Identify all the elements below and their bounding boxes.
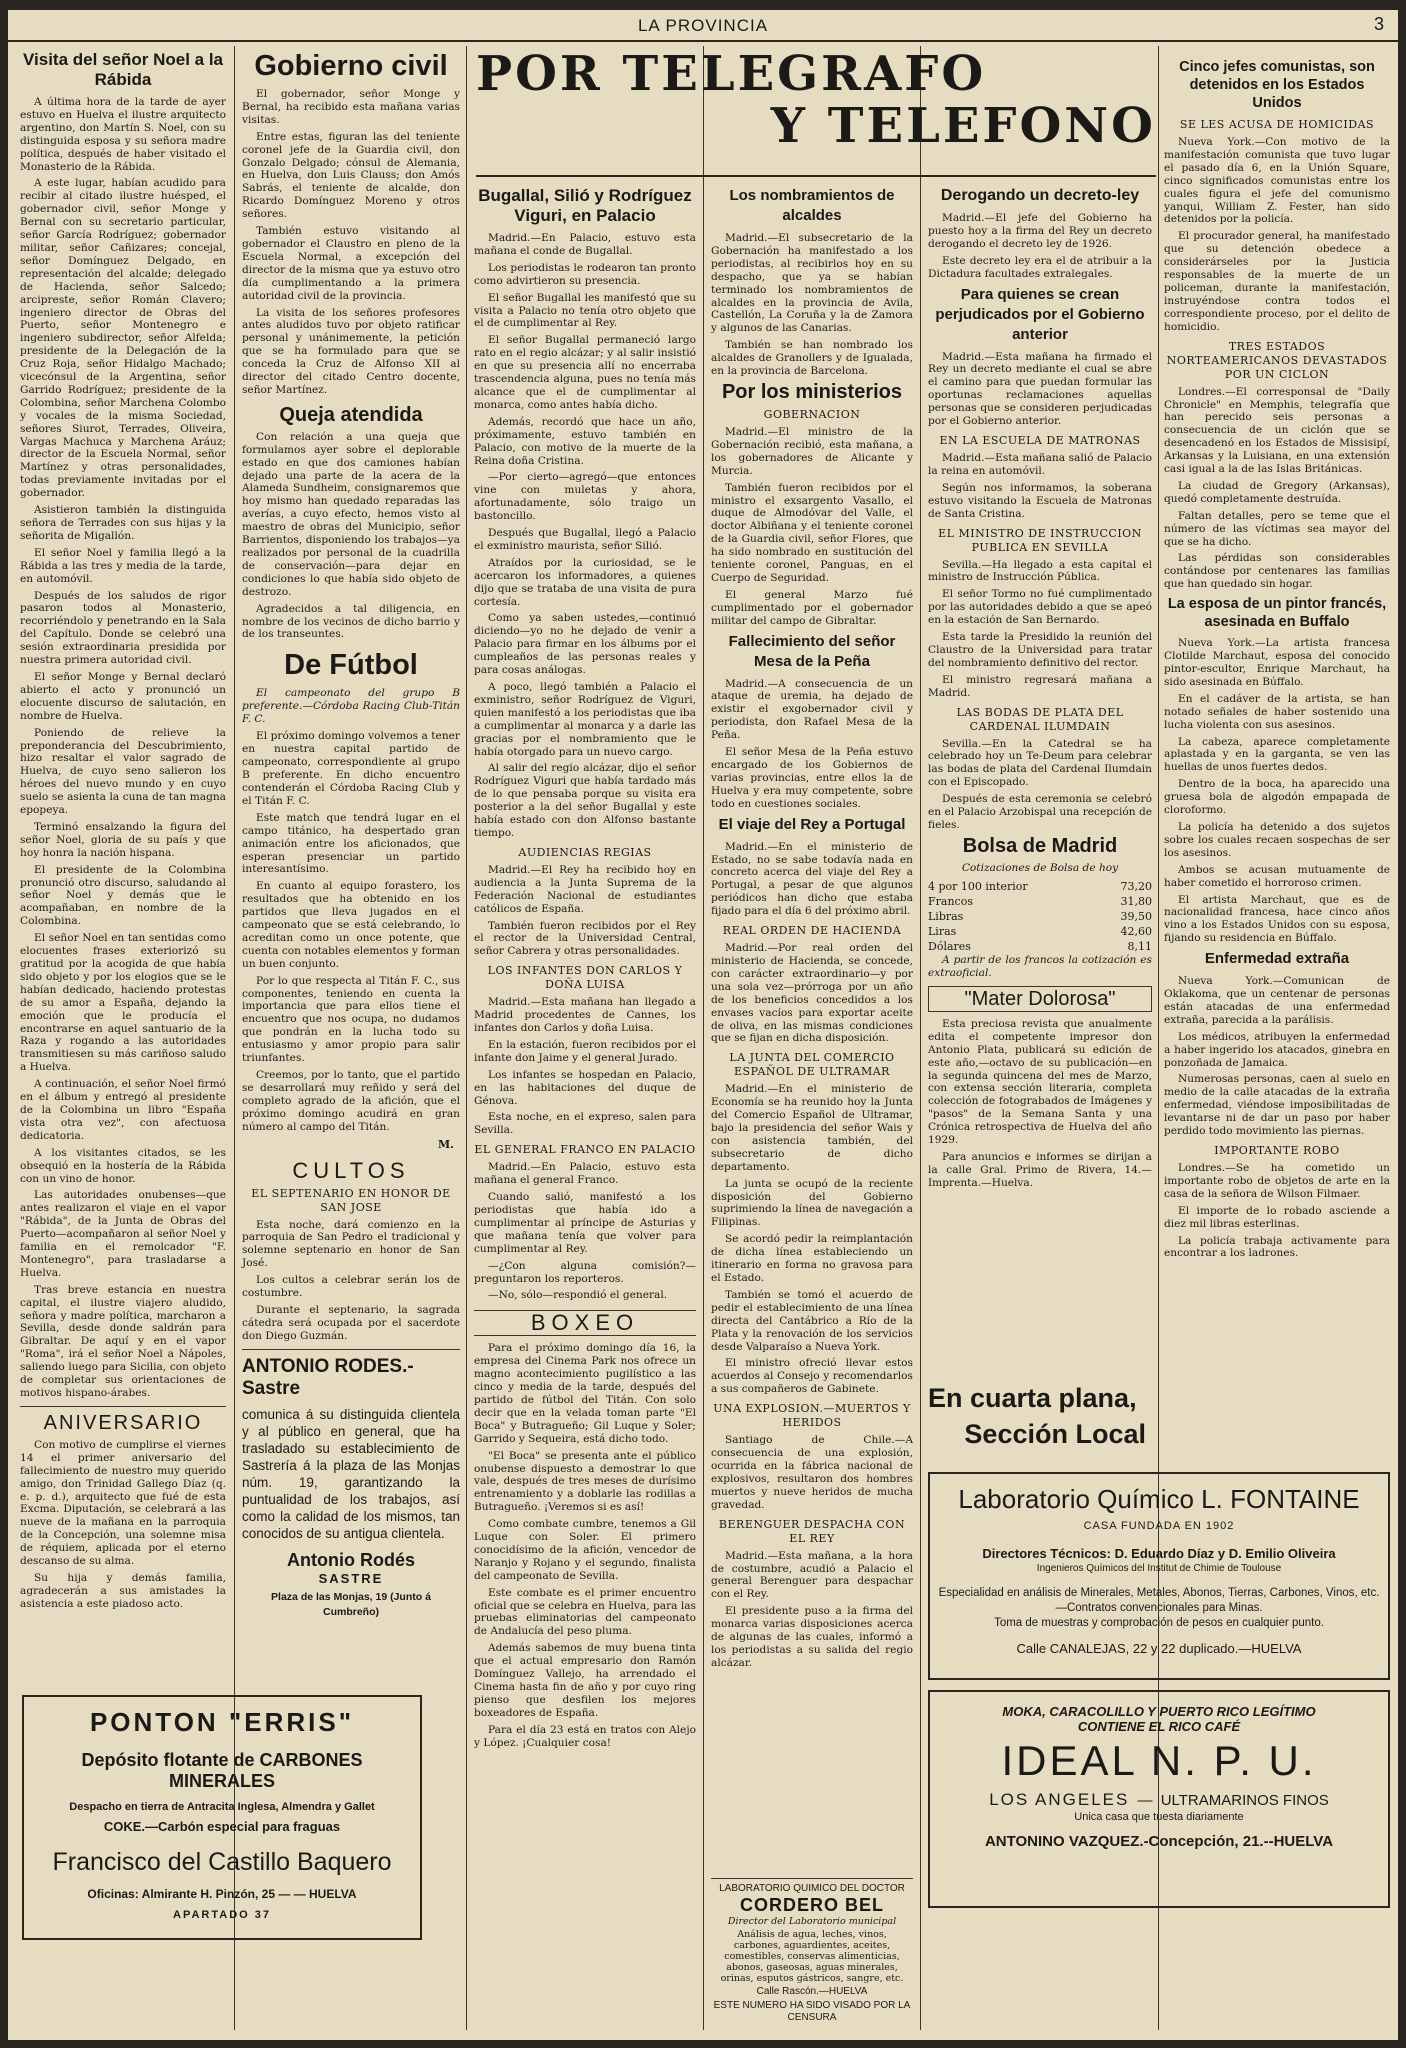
ad-fontaine-subtitle: Ingenieros Químicos del Institut de Chimie de Toulouse xyxy=(1036,1563,1282,1574)
column-6 xyxy=(1164,54,1390,1459)
ad-ideal-name: IDEAL N. P. U. xyxy=(1001,1737,1317,1784)
headline-viaje-rey: El viaje del Rey a Portugal xyxy=(718,815,906,833)
paragraph: El señor Noel en tan sentidas como elocuentes frases exteriorizó su gratitud por la acogida de que había sido objeto y por los elogios que se le habían dedicado, haciendo protestas de su amor a España, dejando la emoción que le producía el encontrarse en aquel santuario de la Raza y rogando a las autoridades transmitiesen su más cariñoso saludo a Huelva. xyxy=(20,932,226,1074)
paragraph: Los cultos a celebrar serán los de costumbre. xyxy=(242,1274,460,1300)
paragraph: También estuvo visitando al gobernador el Claustro en pleno de la Escuela Normal, a excepción del director de la misma que ya estuvo otro día cumplimentando a la primera autoridad civil de la provincia. xyxy=(242,225,460,302)
paragraph: También fueron recibidos por el Rey el rector de la Universidad Central, señor Cabrera y otras personalidades. xyxy=(474,919,696,958)
paragraph: El señor Noel y familia llegó a la Rábida a las tres y media de la tarde, en automóvil. xyxy=(20,546,226,585)
quote-value: 31,80 xyxy=(1120,894,1152,908)
table-row xyxy=(928,894,1152,909)
paragraph: El próximo domingo volvemos a tener en nuestra capital partido de campeonato, correspondiente al grupo B preferente. En dicho encuentro contenderán el Córdoba Racing Club y el Titán F. C. xyxy=(242,730,460,807)
headline-ministerios: Por los ministerios xyxy=(721,380,903,403)
headline-decreto: Derogando un decreto-ley xyxy=(940,187,1140,204)
paragraph: Nueva York.—Comunican de Oklakoma, que un centenar de personas están atacadas de una enfermedad extraña, parecida a la parálisis. xyxy=(1164,975,1390,1026)
subhead-ciclon: TRES ESTADOS NORTEAMERICANOS DEVASTADOS POR UN CICLON xyxy=(1166,339,1388,381)
subhead-berenguer: BERENGUER DESPACHA CON EL REY xyxy=(718,1517,906,1545)
ad-fontaine-address: Calle CANALEJAS, 22 y 22 duplicado.—HUELVA xyxy=(1016,1641,1302,1656)
paragraph: Madrid.—En Palacio, estuvo esta mañana el conde de Bugallal. xyxy=(474,232,696,257)
headline-aniversario: ANIVERSARIO xyxy=(43,1411,203,1434)
bolsa-table xyxy=(928,879,1152,954)
table-row xyxy=(928,939,1152,954)
paragraph: Las autoridades onubenses—que antes realizaron el viaje en el vapor "Rábida", de la Junta de Obras del Puerto—acompañaron al señor Noel y familia en el remolcador "F. Montenegro", para trasladarse a Huelva. xyxy=(20,1189,226,1279)
ad-ideal-tag: Unica casa que tuesta diariamente xyxy=(1074,1811,1244,1823)
paragraph: Dentro de la boca, ha aparecido una gruesa bola de algodón empapada de cloroformo. xyxy=(1164,778,1390,817)
quote-value: 73,20 xyxy=(1120,879,1152,893)
headline-comunistas: Cinco jefes comunistas, son detenidos en los Estados Unidos xyxy=(1179,59,1375,111)
paragraph: El señor Tormo no fué cumplimentado por las autoridades debido a que se apeó en la estación de San Bernardo. xyxy=(928,588,1152,627)
paragraph: Según nos informamos, la soberana estuvo visitando la Escuela de Matronas de Santa Cristina. xyxy=(928,481,1152,520)
paragraph: Madrid.—El subsecretario de la Gobernación ha manifestado a los periodistas, al recibirlos hoy en su despacho, que ya se habían terminado los nombramientos de alcaldes en la provincia de Avila, Castellón, La Coruña y la de Zamora y algunos de las Canarias. xyxy=(711,232,913,335)
quote-name: 4 por 100 interior xyxy=(928,879,1028,893)
paragraph: Madrid.—El Rey ha recibido hoy en audiencia a la Junta Suprema de la Federación Nacional de estudiantes católicos de España. xyxy=(474,863,696,915)
paragraph: Agradecidos a tal diligencia, en nombre de los vecinos de dicho barrio y de los transeuntes. xyxy=(242,602,460,641)
subhead-junta: LA JUNTA DEL COMERCIO ESPAÑOL DE ULTRAMAR xyxy=(729,1051,895,1079)
ad-lab-text: Análisis de agua, leches, vinos, carbones, aguardientes, aceites, comestibles, conservas alimenticias, abonos, gaseosas, aguas minerales, orinas, esputos gástricos, sangre, etc. xyxy=(720,1929,904,1984)
ad-ponton-title: PONTON "ERRIS" xyxy=(89,1707,355,1737)
ad-fontaine-directors: Directores Técnicos: D. Eduardo Díaz y D. Emilio Oliveira xyxy=(982,1546,1336,1561)
ad-fontaine-title: Laboratorio Químico L. FONTAINE xyxy=(958,1484,1360,1514)
ad-fontaine-line1: Especialidad en análisis de Minerales, Metales, Abonos, Tierras, Carbones, Vinos, etc.—Contratos convencionales para Minas. xyxy=(938,1587,1380,1614)
subhead-hacienda: REAL ORDEN DE HACIENDA xyxy=(722,924,902,938)
paragraph: Santiago de Chile.—A consecuencia de una explosión, ocurrida en la fábrica nacional de explosivos, resultaron dos hombres muertos y nueve heridos de mucha gravedad. xyxy=(711,1434,913,1511)
table-row xyxy=(928,909,1152,924)
paragraph: A última hora de la tarde de ayer estuvo en Huelva el ilustre arquitecto argentino, don Martín S. Noel, con su distinguida esposa y su señora madre política, después de haber visitado el Monasterio de la Rábida. xyxy=(20,96,226,173)
headline-pintor: La esposa de un pintor francés, asesinada en Buffalo xyxy=(1167,596,1387,631)
paragraph: Este combate es el primer encuentro oficial que se celebra en Huelva, para las pruebas eliminatorias del campeonato de Andalucía del peso pluma. xyxy=(474,1586,696,1638)
paragraph: La junta se ocupó de la reciente disposición del Gobierno suprimiendo la línea de navegación a Filipinas. xyxy=(711,1177,913,1229)
ad-rodes-title: ANTONIO RODES.-Sastre xyxy=(242,1355,414,1399)
headline-bolsa: Bolsa de Madrid xyxy=(962,834,1118,857)
banner-telegrafo xyxy=(476,46,1156,166)
paragraph: La cabeza, aparece completamente aplastada y en la garganta, se ven las huellas de unos fuertes dedos. xyxy=(1164,735,1390,774)
headline-perjudicados: Para quienes se crean perjudicados por el Gobierno anterior xyxy=(935,285,1145,343)
paragraph: En la estación, fueron recibidos por el infante don Jaime y el general Jurado. xyxy=(474,1038,696,1064)
paragraph: El presidente puso a la firma del monarca varias disposiciones acerca de algunas de las cuales, informó a los periodistas a su salida del regio alcázar. xyxy=(711,1605,913,1669)
paragraph: Madrid.—A consecuencia de un ataque de uremia, ha dejado de existir el exgobernador civil y periodista, don Rafael Mesa de la Peña. xyxy=(711,677,913,742)
page-number: 3 xyxy=(1373,14,1384,34)
quote-value: 8,11 xyxy=(1127,939,1152,953)
column-3 xyxy=(474,182,696,2032)
ad-ideal-shop: LOS ANGELES xyxy=(989,1790,1130,1809)
paragraph: Sevilla.—Ha llegado a esta capital el ministro de Instrucción Pública. xyxy=(928,558,1152,584)
banner-line1: POR TELEGRAFO xyxy=(476,46,987,102)
ad-rodes-sastre: SASTRE xyxy=(318,1570,384,1586)
paragraph: Para el día 23 está en tratos con Alejo y López. ¡Cualquier cosa! xyxy=(474,1723,696,1749)
cuarta-plana xyxy=(928,1380,1152,1470)
paragraph: Tras breve estancia en nuestra capital, el ilustre viajero aludido, señora y madre política, marcharon a Sevilla, desde donde saldrán para Gibraltar. De aquí y en el vapor "Roma", irá el señor Noel a Nápoles, saliendo luego para Sicilia, con objeto de completar sus orientaciones de motivos hispano-árabes. xyxy=(20,1283,226,1399)
paragraph: Creemos, por lo tanto, que el partido se desarrollará muy reñido y será del completo agrado de la afición, que el próximo domingo acudirá en gran número al campo del Titán. xyxy=(242,1069,460,1133)
paragraph: Cuando salió, manifestó a los periodistas que había ido a cumplimentar al príncipe de Asturias y que mañana tenía que volver para cumplimentar al Rey. xyxy=(474,1191,696,1255)
subhead-instruccion: EL MINISTRO DE INSTRUCCION PUBLICA EN SEVILLA xyxy=(938,526,1142,554)
ad-rodes-address: Plaza de las Monjas, 19 (Junto á Cumbreño) xyxy=(271,1590,431,1618)
subhead-gobernacion: GOBERNACION xyxy=(763,407,861,421)
table-row xyxy=(928,924,1152,939)
newspaper-page xyxy=(8,10,1398,2040)
paragraph: Londres.—Se ha cometido un importante robo de objetos de arte en la casa de la señora de Wilson Filmaer. xyxy=(1164,1162,1390,1200)
headline-bugallal: Bugallal, Silió y Rodríguez Viguri, en Palacio xyxy=(478,186,692,225)
paragraph: A continuación, el señor Noel firmó en el álbum y entregó al presidente de la Colombina un libro "España vista otra vez", con afectuosa dedicatoria. xyxy=(20,1078,226,1142)
cuarta-line2: Sección Local xyxy=(964,1419,1146,1449)
column-4 xyxy=(711,182,913,1872)
paragraph: Nueva York.—La artista francesa Clotilde Marchaut, esposa del conocido pintor-escultor, Enrique Marchaut, ha sido asesinada en Búffalo. xyxy=(1164,637,1390,688)
paragraph: El procurador general, ha manifestado que su detención obedece a considerárseles por la Justicia responsables de la muerte de un policeman, durante la manifestación, instruyéndose contra todos el correspondiente proceso, por el delito de homicidio. xyxy=(1164,230,1390,333)
paragraph: Por lo que respecta al Titán F. C., sus componentes, teniendo en cuenta la importancia que para ellos tiene el encuentro que nos ocupa, no dudamos que pondrán en la lucha todo su entusiasmo y amor propio para salir triunfantes. xyxy=(242,974,460,1065)
paragraph: A los visitantes citados, se les obsequió en la hostería de la Rábida con un vino de honor. xyxy=(20,1146,226,1185)
cuarta-line1: En cuarta plana, xyxy=(928,1383,1137,1413)
paragraph: Para el próximo domingo día 16, la empresa del Cinema Park nos ofrece un magno acontecimiento pugilístico a las cinco y media de la tarde, después del partido de fútbol del Titán. Con solo decir que en la velada toman parte "El Boca" y Butragueño; Gil Luque y Soler; Garrido y Sequeira, está dicho todo. xyxy=(474,1342,696,1445)
paragraph: Terminó ensalzando la figura del señor Noel, gloria de su país y que hoy honra la nación hispana. xyxy=(20,820,226,859)
banner-line2: Y TELEFONO xyxy=(770,98,1156,154)
paragraph: Después de esta ceremonia se celebró en el Palacio Arzobispal una recepción de fieles. xyxy=(928,793,1152,831)
quote-name: Dólares xyxy=(928,939,971,953)
column-5 xyxy=(928,182,1152,1372)
paragraph: A este lugar, habían acudido para recibir al citado ilustre huésped, el gobernador civil, señor Monge y Bernal con su secretario particular, señor García Rodríguez; gobernador militar, señor Cañizares; concejal, señor Domínguez Delgado, en representación del alcalde; delegado de Hacienda, señor Salcedo; arcipreste, señor Román Clavero; ingeniero director de Obras del Puerto, señor Montenegro e ingeniero subdirector, señor Alfelda; presidente de la Delegación de la Cruz Roja, señor Hidalgo Machado; vicecónsul de la Argentina, señor Garrido Rodríguez; presidente de la Colombina, señor Marchena Colombo y vocales de la misma Sociedad, señores Siurot, Terrades, Oliveira, Vargas Machuca y Marchena Aráuz; director de la Escuela Normal, señor Martínez y otras personalidades, todas previamente invitadas por el gobernador. xyxy=(20,177,226,500)
paragraph: Esta tarde la Presidido la reunión del Claustro de la Universidad para tratar del nombramiento definitivo del rector. xyxy=(928,631,1152,669)
paragraph: Durante el septenario, la sagrada cátedra será ocupada por el sacerdote don Diego Guzmán. xyxy=(242,1303,460,1342)
masthead xyxy=(8,10,1398,42)
paragraph: La visita de los señores profesores antes aludidos tuvo por objeto ratificar personal y unánimemente, la petición que se ha formulado para que se conceda la Cruz de Alfonso XII al director del citado Centro docente, señor Martínez. xyxy=(242,306,460,396)
paragraph: Madrid.—En el ministerio de Estado, no se sabe todavía nada en concreto acerca del viaje del Rey a Portugal, a pesar de que algunos periódicos han dicho que estaba fijado para el día 6 del próximo abril. xyxy=(711,840,913,918)
paragraph: Madrid.—Esta mañana salió de Palacio la reina en automóvil. xyxy=(928,451,1152,477)
paragraph: El general Marzo fué cumplimentado por el gobernador militar del campo de Gibraltar. xyxy=(711,588,913,627)
paragraph: Madrid.—Por real orden del ministerio de Hacienda, se concede, con carácter extraordinario—y por una sola vez—prórroga por un año de los beneficios concedidos a los envases vacíos para exportar aceite de oliva, en las mismas condiciones que se fijan en dicha disposición. xyxy=(711,942,913,1045)
paragraph: —Por cierto—agregó—que entonces vine con muletas y ahora, afortunadamente, sólo traigo un bastoncillo. xyxy=(474,471,696,523)
headline-futbol: De Fútbol xyxy=(284,649,418,682)
subhead-homicidas: SE LES ACUSA DE HOMICIDAS xyxy=(1179,118,1375,131)
bolsa-note: A partir de los francos la cotización es extraoficial. xyxy=(928,953,1152,979)
ad-lab-name: CORDERO BEL xyxy=(739,1895,884,1915)
paragraph: Nueva York.—Con motivo de la manifestación comunista que tuvo lugar el pasado día 6, en la Unión Square, cinco significados comunistas entre los cuales figura el jefe del comunismo yanqui, William Z. Fester, han sido detenidos por la policía. xyxy=(1164,136,1390,226)
quote-name: Liras xyxy=(928,924,957,938)
paragraph: Esta noche, dará comienzo en la parroquia de San Pedro el tradicional y solemne septenario en honor de San José. xyxy=(242,1218,460,1270)
paragraph: El señor Bugallal les manifestó que su visita a Palacio no tenía otro objeto que el de cumplimentar al Rey. xyxy=(474,291,696,330)
headline-queja: Queja atendida xyxy=(279,403,423,426)
paragraph: —No, sólo—respondió el general. xyxy=(488,1289,668,1302)
paragraph: Ambos se acusan mutuamente de haber cometido el horroroso crimen. xyxy=(1164,863,1390,889)
ad-ideal-line2: CONTIENE EL RICO CAFÉ xyxy=(1077,1719,1241,1734)
paragraph: Además, recordó que hace un año, próximamente, estuvo también en Palacio, con motivo de la muerte de la Reina doña Cristina. xyxy=(474,415,696,467)
ad-rodes-text: comunica á su distinguida clientela y al público en general, que ha trasladado su establecimiento de Sastrería á la plaza de las Monjas núm. 19, garantizando la puntualidad de los trabajos, así como la calidad de los mismos, tan conocidos de su antigua clientela. xyxy=(242,1406,460,1541)
paragraph: Se acordó pedir la reimplantación de dicha línea estableciendo un itinerario en forma no gravosa para el Estado. xyxy=(711,1233,913,1284)
paragraph: El gobernador, señor Monge y Bernal, ha recibido esta mañana varias visitas. xyxy=(242,88,460,126)
paragraph: Como combate cumbre, tenemos a Gil Luque con Soler. El primero conocidísimo de la afición, vencedor de Naranjo y Rojano y el segundo, finalista del campeonato de Sevilla. xyxy=(474,1518,696,1582)
censura-notice: ESTE NUMERO HA SIDO VISADO POR LA CENSURA xyxy=(713,2000,911,2023)
subhead-matronas: EN LA ESCUELA DE MATRONAS xyxy=(939,433,1141,447)
quote-name: Francos xyxy=(928,894,973,908)
paragraph: Como ya saben ustedes,—continuó diciendo—yo no he dejado de venir a Palacio para firmar en los álbums por el cumpleaños de las personas reales y para cosas análogas. xyxy=(474,612,696,677)
headline-cultos: CULTOS xyxy=(292,1157,410,1183)
ad-lab-address: Calle Rascón.—HUELVA xyxy=(756,1986,868,1997)
paragraph: Madrid.—En Palacio, estuvo esta mañana el general Franco. xyxy=(474,1161,696,1187)
paragraph: El presidente de la Colombina pronunció otro discurso, saludando al señor Noel y demás que le acompañaban, en nombre de la Colombina. xyxy=(20,863,226,928)
paragraph: Para anuncios e informes se dirijan a la calle Gral. Primo de Rivera, 14.—Imprenta.—Huelva. xyxy=(928,1150,1152,1189)
paragraph: Los infantes se hospedan en Palacio, en las habitaciones del duque de Génova. xyxy=(474,1068,696,1107)
headline-nombramientos: Los nombramientos de alcaldes xyxy=(729,187,895,224)
headline-mater-dolorosa: "Mater Dolorosa" xyxy=(928,986,1152,1012)
paragraph: El importe de lo robado asciende a diez mil libras esterlinas. xyxy=(1164,1204,1390,1230)
paragraph: Al salir del regio alcázar, dijo el señor Rodríguez Viguri que había tardado más de lo que pensaba porque su visita era posterior a la del señor Bugallal y este había estado con don Alfonso bastante tiempo. xyxy=(474,762,696,839)
paragraph: Su hija y demás familia, agradecerán a sus amistades la asistencia a este piadoso acto. xyxy=(20,1571,226,1610)
ad-ponton-erris xyxy=(22,1695,422,1940)
paragraph: Los periodistas le rodearon tan pronto como advirtieron su presencia. xyxy=(474,261,696,287)
paragraph: También fueron recibidos por el ministro el exsargento Vasallo, el duque de Almodóvar del Valle, el doctor Albiñana y el teniente coronel de la Guardia civil, señor Flores, que ha sido nombrado en sustitución del teniente coronel, Panguas, en el Cuerpo de Seguridad. xyxy=(711,481,913,584)
table-row xyxy=(928,879,1152,894)
ad-ponton-line1: Depósito flotante de CARBONES MINERALES xyxy=(81,1750,363,1791)
paragraph: Este decreto ley era el de atribuir a la Dictadura facultades extralegales. xyxy=(928,254,1152,280)
paragraph: En cuanto al equipo forastero, los resultados que ha obtenido en los partidos que lleva jugados en el campeonato que se está celebrando, lo acreditan como un once potente, que cuenta con notables elementos y forman un buen conjunto. xyxy=(242,880,460,970)
ad-ponton-line2: Despacho en tierra de Antracita Inglesa, Almendra y Gallet xyxy=(69,1801,375,1813)
paragraph: Después de los saludos de rigor pasaron todos al Monasterio, recorriéndolo y penetrando en la Sala del Capítulo. Donde se celebró una sesión extraordinaria presidida por nuestra primera autoridad civil. xyxy=(20,589,226,667)
paragraph: El señor Bugallal permaneció largo rato en el regio alcázar; y al salir insistió en que su presencia allí no encerraba trascendencia alguna, pues no tenía más alcance que el de cumplimentar al monarca, como antes había dicho. xyxy=(474,334,696,411)
paragraph: La policía ha detenido a dos sujetos sobre los cuales recaen sospechas de ser los asesinos. xyxy=(1164,820,1390,859)
paragraph: Madrid.—El ministro de la Gobernación recibió, esta mañana, a los gobernadores de Alicante y Murcia. xyxy=(711,425,913,477)
paragraph: Esta noche, en el expreso, salen para Sevilla. xyxy=(474,1111,696,1137)
paragraph: Con relación a una queja que formulamos ayer sobre el deplorable estado en que dos camiones habían dejado una parte de la acera de la Alameda Sundheim, consignaremos que hoy mismo han quedado reparadas las averías, a cuyo efecto, hemos visto al maestro de obras del Municipio, señor Barrientos, disponiendo los trabajos—ya realizados por personal de la cuadrilla de conservación—para dejar en condiciones lo que había sido objeto de destrozo. xyxy=(242,430,460,598)
paragraph: Madrid.—Esta mañana, a la hora de costumbre, acudió a Palacio el general Berenguer para despachar con el Rey. xyxy=(711,1549,913,1601)
paragraph: Faltan detalles, pero se teme que el número de las víctimas sea mayor del que se ha dicho. xyxy=(1164,509,1390,548)
ad-lab-role: Director del Laboratorio municipal xyxy=(727,1916,897,1927)
ad-ideal-shoptype: ULTRAMARINOS FINOS xyxy=(1160,1792,1329,1809)
column-2 xyxy=(242,46,460,1696)
paragraph: Madrid.—Esta mañana ha firmado el Rey un decreto mediante el cual se abre el camino para que puedan formular las oportunas reclamaciones aquellas personas que se consideren perjudicadas por el Gobierno anterior. xyxy=(928,350,1152,428)
ad-fontaine xyxy=(928,1472,1390,1680)
ad-ideal xyxy=(928,1690,1390,1908)
paragraph: Madrid.—El jefe del Gobierno ha puesto hoy a la firma del Rey un decreto derogando el decreto ley de 1926. xyxy=(928,212,1152,250)
paragraph: Después que Bugallal, llegó a Palacio el exministro maurista, señor Silió. xyxy=(474,527,696,552)
ad-fontaine-founded: CASA FUNDADA EN 1902 xyxy=(1083,1520,1235,1532)
paragraph: También se han nombrado los alcaldes de Granollers y de Igualada, en la provincia de Barcelona. xyxy=(711,339,913,378)
ad-fontaine-line2: Toma de muestras y comprobación de pesos en cualquier punto. xyxy=(994,1617,1324,1629)
quote-value: 42,60 xyxy=(1120,924,1152,938)
paragraph: Con motivo de cumplirse el viernes 14 el primer aniversario del fallecimiento de nuestro muy querido amigo, don Trinidad Gallego Díaz (q. e. p. d.), arquitecto que fué de esta Excma. Diputación, se celebrará a las nueve de la mañana en la parroquia de la Concepción, una solemne misa de réquiem, aplicada por el eterno descanso de su alma. xyxy=(20,1438,226,1568)
ad-ideal-line1: MOKA, CARACOLILLO Y PUERTO RICO LEGÍTIMO xyxy=(1002,1704,1316,1719)
paragraph: Las pérdidas son considerables contándose por centenares las familias que han quedado sin hogar. xyxy=(1164,552,1390,591)
paragraph: Numerosas personas, caen al suelo en medio de la calle atacadas de la extraña enfermedad, viéndose imposibilitadas de levantarse ni de dar un paso por haber perdido todo movimiento las piernas. xyxy=(1164,1073,1390,1138)
cultos-subhead: EL SEPTENARIO EN HONOR DE SAN JOSE xyxy=(251,1186,451,1214)
paragraph: El señor Mesa de la Peña estuvo encargado de los Gobiernos de varias provincias, entre ellos la de Huelva y era muy competente, sobre todo en cuestiones sociales. xyxy=(711,746,913,810)
paragraph: El ministro ofreció llevar estos acuerdos al Consejo y recomendarlos a sus compañeros de Gabinete. xyxy=(711,1357,913,1396)
paragraph: La ciudad de Gregory (Arkansas), quedó completamente destruída. xyxy=(1164,479,1390,505)
headline-gobierno-civil: Gobierno civil xyxy=(254,50,448,82)
ad-ponton-name: Francisco del Castillo Baquero xyxy=(52,1848,392,1876)
futbol-signature: M. xyxy=(437,1137,454,1151)
subhead-franco: EL GENERAL FRANCO EN PALACIO xyxy=(474,1143,696,1157)
bolsa-subhead: Cotizaciones de Bolsa de hoy xyxy=(961,861,1119,874)
paragraph: Además sabemos de muy buena tinta que el actual empresario don Ramón Domínguez Vallejo, ha arrendado el Cinema hasta fin de año y por cuyo ring pienso que desfilen los mejores boxeadores de España. xyxy=(474,1642,696,1719)
paragraph: Sevilla.—En la Catedral se ha celebrado hoy un Te-Deum para celebrar las bodas de plata del Cardenal Ilumdain con el Episcopado. xyxy=(928,737,1152,789)
paragraph: La policía trabaja activamente para encontrar a los ladrones. xyxy=(1164,1234,1390,1260)
paragraph: Asistieron también la distinguida señora de Terrades con sus hijas y la señorita de Migallón. xyxy=(20,504,226,542)
column-1 xyxy=(20,46,226,1610)
paragraph: Londres.—El corresponsal de "Daily Chronicle" en Memphis, telegrafía que han perecido seis personas a consecuencia de un ciclón que se desencadenó en los Estados de Missisipí, Arkansas y la Luisiana, en una extensión casi igual a la de las Islas Británicas. xyxy=(1164,385,1390,476)
ad-ponton-address: Oficinas: Almirante H. Pinzón, 25 — — HUELVA xyxy=(87,1887,357,1901)
ad-ponton-apartado: APARTADO 37 xyxy=(173,1909,271,1921)
ad-ideal-owner: ANTONINO VAZQUEZ.-Concepción, 21.--HUELVA xyxy=(984,1833,1334,1850)
paragraph: "El Boca" se presenta ante el público onubense dispuesto a demostrar lo que vale, después de tres meses de durísimo entrenamiento y a doblarle las rodillas a Butragueño. ¡Veremos si es así! xyxy=(474,1449,696,1514)
futbol-intro: El campeonato del grupo B preferente.—Córdoba Racing Club-Titán F. C. xyxy=(242,687,460,726)
paragraph: Entre estas, figuran las del teniente coronel jefe de la Guardia civil, don Gonzalo Delgado; cónsul de Alemania, en Huelva, don Luis Clauss; don Amós Sabrás, el teniente de alcalde, don Ricardo Domínguez Moreno y otros señores. xyxy=(242,130,460,221)
newspaper-title: LA PROVINCIA xyxy=(637,16,769,35)
paragraph: En el cadáver de la artista, se han notado señales de haber sostenido una lucha violenta con sus asesinos. xyxy=(1164,692,1390,731)
headline-boxeo: BOXEO xyxy=(474,1310,696,1336)
ad-cordero-bel xyxy=(711,1878,913,2029)
paragraph: Esta preciosa revista que anualmente edita el competente impresor don Antonio Plata, publicará su edición de este año,—octavo de su publicación—en la segunda quincena del mes de Marzo, con extensa sección literaria, completa colección de fotograbados de Imágenes y "pasos" de la Semana Santa y una Crónica retrospectiva de Huelva del año 1929. xyxy=(928,1017,1152,1147)
paragraph: Madrid.—Esta mañana han llegado a Madrid procedentes de Cannes, los infantes don Carlos y doña Luisa. xyxy=(474,996,696,1035)
paragraph: Este match que tendrá lugar en el campo titánico, ha despertado gran animación entre los aficionados, que esperan presenciar un partido interesantísimo. xyxy=(242,811,460,876)
paragraph: También se tomó el acuerdo de pedir el establecimiento de una línea directa del Cantábrico a Río de la Plata y la renovación de los servicios desde Valparaíso a Nueva York. xyxy=(711,1288,913,1353)
headline-enfermedad: Enfermedad extraña xyxy=(1204,950,1350,968)
ad-lab-top: LABORATORIO QUIMICO DEL DOCTOR xyxy=(719,1883,905,1894)
subhead-infantes: LOS INFANTES DON CARLOS Y DOÑA LUISA xyxy=(487,964,683,992)
article-noel xyxy=(20,96,226,1400)
paragraph: Madrid.—En el ministerio de Economía se ha reunido hoy la Junta del Comercio Español de Ultramar, bajo la presidencia del señor Wais y con asistencia también, del subsecretario de dicho departamento. xyxy=(711,1083,913,1173)
ad-rodes-signature: Antonio Rodés xyxy=(287,1549,415,1570)
paragraph: El artista Marchaut, que es de nacionalidad francesa, hace cinco años vino a los Estados Unidos con su esposa, fijando su residencia en Búffalo. xyxy=(1164,893,1390,945)
quote-name: Libras xyxy=(928,909,964,923)
paragraph: El señor Monge y Bernal declaró abierto el acto y pronunció un elocuente discurso de salutación, en nombre de Huelva. xyxy=(20,670,226,722)
subhead-robo: IMPORTANTE ROBO xyxy=(1214,1144,1340,1157)
headline-mesa: Fallecimiento del señor Mesa de la Peña xyxy=(728,632,896,670)
paragraph: Atraídos por la curiosidad, se le acercaron los informadores, a quienes dijo que se trataba de una visita de pura cortesía. xyxy=(474,556,696,608)
subhead-bodas: LAS BODAS DE PLATA DEL CARDENAL ILUMDAIN xyxy=(956,705,1124,733)
quote-value: 39,50 xyxy=(1120,909,1152,923)
paragraph: El ministro regresará mañana a Madrid. xyxy=(928,673,1152,699)
subhead-explosion: UNA EXPLOSION.—MUERTOS Y HERIDOS xyxy=(713,1402,911,1430)
paragraph: Los médicos, atribuyen la enfermedad a haber ingerido los atacados, ginebra en ponzoñada de Jamaica. xyxy=(1164,1030,1390,1069)
paragraph: Poniendo de relieve la preponderancia del Descubrimiento, hizo resaltar el valor sagrado de Huelva, de cuyo seno salieron los héroes del nuevo mundo y en cuyo suelo se asienta la cuna de tan magna epopeya. xyxy=(20,726,226,817)
ad-ponton-line3: COKE.—Carbón especial para fraguas xyxy=(103,1819,341,1834)
paragraph: —¿Con alguna comisión?—preguntaron los reporteros. xyxy=(474,1259,696,1285)
subhead-audiencias: AUDIENCIAS REGIAS xyxy=(518,845,652,859)
headline-noel: Visita del señor Noel a la Rábida xyxy=(23,50,223,89)
ad-rodes xyxy=(242,1356,460,1620)
ad-ideal-shopline: LOS ANGELES — ULTRAMARINOS FINOS xyxy=(989,1790,1329,1809)
paragraph: A poco, llegó también a Palacio el exministro, señor Rodríguez de Viguri, quien manifestó a los periodistas que iba a cumplimentar al monarca y a darle las gracias por el nombramiento que le había otorgado para un nuevo cargo. xyxy=(474,681,696,758)
